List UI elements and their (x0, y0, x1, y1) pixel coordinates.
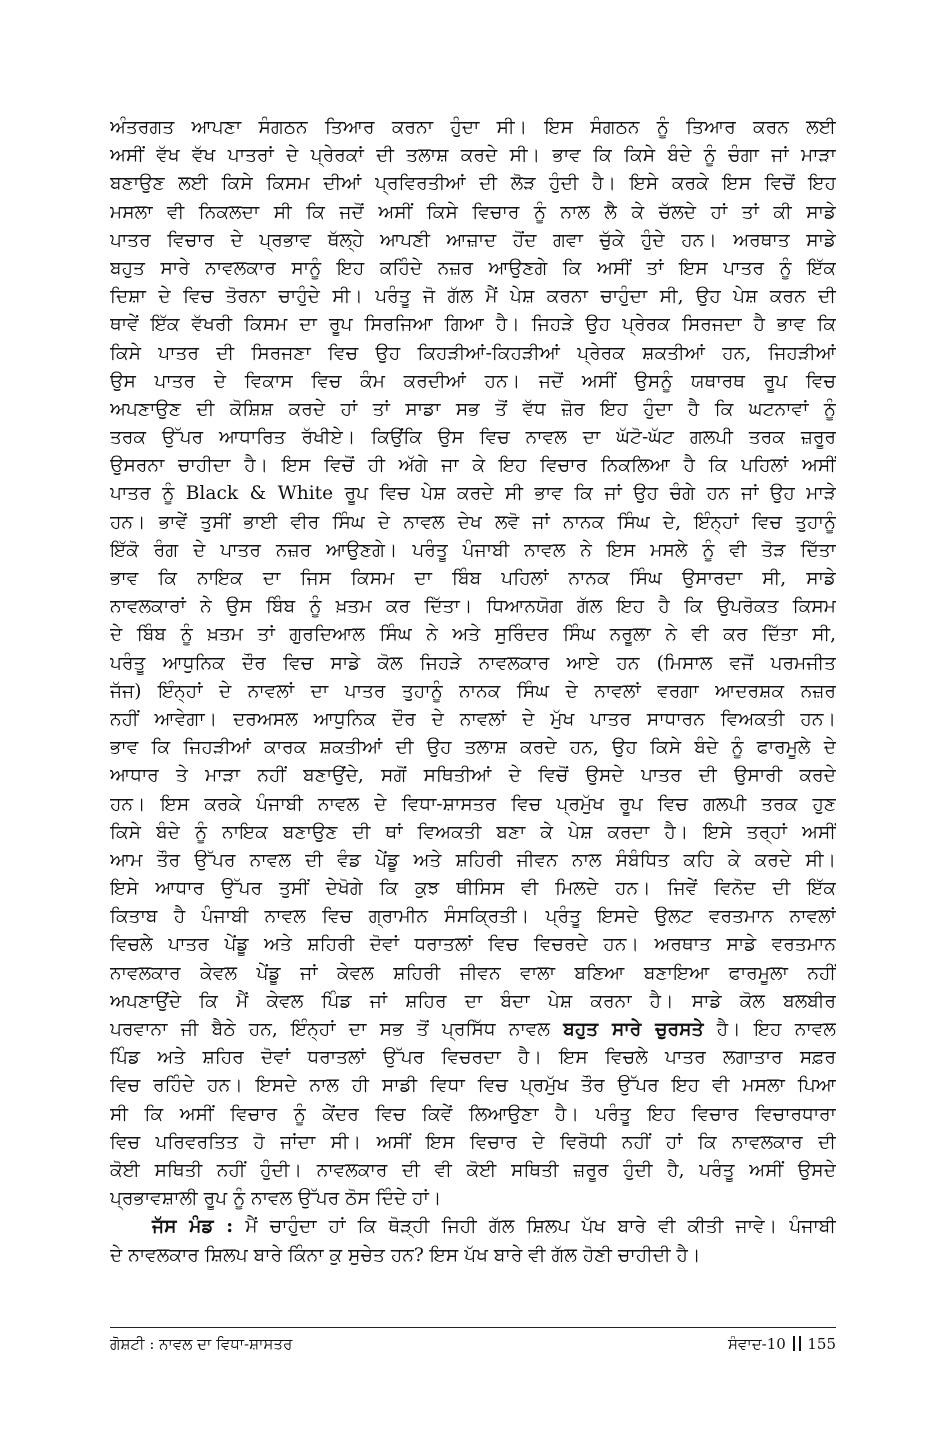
text-line: ਪ੍ਰਭਾਵਸ਼ਾਲੀ ਰੂਪ ਨੂੰ ਨਾਵਲ ਉੱਪਰ ਠੋਸ ਦਿੰਦੇ ਹਾਂ। (110, 1188, 442, 1210)
page-number: 155 (807, 1335, 836, 1353)
text-line: ਦੇ ਬਿੰਬ ਨੂੰ ਖ਼ਤਮ ਤਾਂ ਗੁਰਦਿਆਲ ਸਿੰਘ ਨੇ ਅਤੇ ਸੁਰਿੰਦਰ ਸਿੰਘ ਨਰੂਲਾ ਨੇ ਵੀ ਕਰ ਦਿੱਤਾ ਸੀ, (110, 624, 836, 646)
text-line: ਪਿੰਡ ਅਤੇ ਸ਼ਹਿਰ ਦੋਵਾਂ ਧਰਾਤਲਾਂ ਉੱਪਰ ਵਿਚਰਦਾ ਹੈ। ਇਸ ਵਿਚਲੇ ਪਾਤਰ ਲਗਾਤਾਰ ਸਫ਼ਰ (110, 1047, 836, 1069)
text-line: ਨਾਵਲਕਾਰਾਂ ਨੇ ਉਸ ਬਿੰਬ ਨੂੰ ਖ਼ਤਮ ਕਰ ਦਿੱਤਾ। ਧਿਆਨਯੋਗ ਗੱਲ ਇਹ ਹੈ ਕਿ ਉਪਰੋਕਤ ਕਿਸਮ (110, 596, 836, 618)
text-line: ਕੋਈ ਸਥਿਤੀ ਨਹੀਂ ਹੁੰਦੀ। ਨਾਵਲਕਾਰ ਦੀ ਵੀ ਕੋਈ ਸਥਿਤੀ ਜ਼ਰੂਰ ਹੁੰਦੀ ਹੈ, ਪਰੰਤੂ ਅਸੀਂ ਉਸਦੇ (110, 1159, 836, 1181)
separator-bar (799, 1336, 801, 1351)
text-line: ਪਰਵਾਨਾ ਜੀ ਬੈਠੇ ਹਨ, ਇੰਨ੍ਹਾਂ ਦਾ ਸਭ ਤੋਂ ਪ੍ਰਸਿੱਧ ਨਾਵਲ ਬਹੁਤ ਸਾਰੇ ਚੁਰਸਤੇ ਹੈ। ਇਹ ਨਾਵਲ (110, 1019, 836, 1040)
text-line: ਹਨ। ਭਾਵੇਂ ਤੁਸੀਂ ਭਾਈ ਵੀਰ ਸਿੰਘ ਦੇ ਨਾਵਲ ਦੇਖ ਲਵੋ ਜਾਂ ਨਾਨਕ ਸਿੰਘ ਦੇ, ਇੰਨ੍ਹਾਂ ਵਿਚ ਤੁਹਾਨੂੰ (110, 511, 836, 533)
text-line: ਹਨ। ਇਸ ਕਰਕੇ ਪੰਜਾਬੀ ਨਾਵਲ ਦੇ ਵਿਧਾ-ਸ਼ਾਸਤਰ ਵਿਚ ਪ੍ਰਮੁੱਖ ਰੂਪ ਵਿਚ ਗਲਪੀ ਤਰਕ ਹੁਣ (110, 793, 836, 815)
text-line: ਆਧਾਰ ਤੇ ਮਾੜਾ ਨਹੀਂ ਬਣਾਉਂਦੇ, ਸਗੋਂ ਸਥਿਤੀਆਂ ਦੇ ਵਿਚੋਂ ਉਸਦੇ ਪਾਤਰ ਦੀ ਉਸਾਰੀ ਕਰਦੇ (110, 765, 836, 787)
text-line: ਕਿਸੇ ਬੰਦੇ ਨੂੰ ਨਾਇਕ ਬਣਾਉਣ ਦੀ ਥਾਂ ਵਿਅਕਤੀ ਬਣਾ ਕੇ ਪੇਸ਼ ਕਰਦਾ ਹੈ। ਇਸੇ ਤਰ੍ਹਾਂ ਅਸੀਂ (110, 821, 836, 843)
journal-name: ਸੰਵਾਦ-10 (728, 1335, 786, 1353)
text-line: ਥਾਵੇਂ ਇੱਕ ਵੱਖਰੀ ਕਿਸਮ ਦਾ ਰੂਪ ਸਿਰਜਿਆ ਗਿਆ ਹੈ। ਜਿਹੜੇ ਉਹ ਪ੍ਰੇਰਕ ਸਿਰਜਦਾ ਹੈ ਭਾਵ ਕਿ (110, 314, 836, 336)
footer-rule (110, 1327, 836, 1328)
speaker-name: ਜੱਸ ਮੰਡ : (152, 1216, 234, 1238)
text-line: ਵਿਚ ਰਹਿੰਦੇ ਹਨ। ਇਸਦੇ ਨਾਲ ਹੀ ਸਾਡੀ ਵਿਧਾ ਵਿਚ ਪ੍ਰਮੁੱਖ ਤੌਰ ਉੱਪਰ ਇਹ ਵੀ ਮਸਲਾ ਪਿਆ (110, 1075, 836, 1097)
novel-title: ਬਹੁਤ ਸਾਰੇ ਚੁਰਸਤੇ (563, 1019, 704, 1040)
text-line: ਅੰਤਰਗਤ ਆਪਣਾ ਸੰਗਠਨ ਤਿਆਰ ਕਰਨਾ ਹੁੰਦਾ ਸੀ। ਇਸ ਸੰਗਠਨ ਨੂੰ ਤਿਆਰ ਕਰਨ ਲਈ (110, 117, 836, 138)
text-line: ਵਿਚ ਪਰਿਵਰਤਿਤ ਹੋ ਜਾਂਦਾ ਸੀ। ਅਸੀਂ ਇਸ ਵਿਚਾਰ ਦੇ ਵਿਰੋਧੀ ਨਹੀਂ ਹਾਂ ਕਿ ਨਾਵਲਕਾਰ ਦੀ (110, 1131, 836, 1153)
text-line: ਦਿਸ਼ਾ ਦੇ ਵਿਚ ਤੋਰਨਾ ਚਾਹੁੰਦੇ ਸੀ। ਪਰੰਤੂ ਜੋ ਗੱਲ ਮੈਂ ਪੇਸ਼ ਕਰਨਾ ਚਾਹੁੰਦਾ ਸੀ, ਉਹ ਪੇਸ਼ ਕਰਨ ਦੀ (110, 286, 836, 308)
paragraph-main (110, 114, 836, 1016)
text-line: ਉਸ ਪਾਤਰ ਦੇ ਵਿਕਾਸ ਵਿਚ ਕੰਮ ਕਰਦੀਆਂ ਹਨ। ਜਦੋਂ ਅਸੀਂ ਉਸਨੂੰ ਯਥਾਰਥ ਰੂਪ ਵਿਚ (110, 370, 836, 392)
text-line: ਆਮ ਤੌਰ ਉੱਪਰ ਨਾਵਲ ਦੀ ਵੰਡ ਪੇਂਡੂ ਅਤੇ ਸ਼ਹਿਰੀ ਜੀਵਨ ਨਾਲ ਸੰਬੰਧਿਤ ਕਹਿ ਕੇ ਕਰਦੇ ਸੀ। (110, 849, 836, 871)
text-line: ਇੱਕੋ ਰੰਗ ਦੇ ਪਾਤਰ ਨਜ਼ਰ ਆਉਣਗੇ। ਪਰੰਤੂ ਪੰਜਾਬੀ ਨਾਵਲ ਨੇ ਇਸ ਮਸਲੇ ਨੂੰ ਵੀ ਤੋੜ ਦਿੱਤਾ (110, 539, 836, 561)
text-line: ਕਿਤਾਬ ਹੈ ਪੰਜਾਬੀ ਨਾਵਲ ਵਿਚ ਗ੍ਰਾਮੀਨ ਸੰਸਕ੍ਰਿਤੀ। ਪ੍ਰੰਤੂ ਇਸਦੇ ਉਲਟ ਵਰਤਮਾਨ ਨਾਵਲਾਂ (110, 906, 836, 928)
text-line: ਭਾਵ ਕਿ ਜਿਹੜੀਆਂ ਕਾਰਕ ਸ਼ਕਤੀਆਂ ਦੀ ਉਹ ਤਲਾਸ਼ ਕਰਦੇ ਹਨ, ਉਹ ਕਿਸੇ ਬੰਦੇ ਨੂੰ ਫਾਰਮੂਲੇ ਦੇ (110, 737, 836, 759)
text-line: ਅਪਣਾਉਂਦੇ ਕਿ ਮੈਂ ਕੇਵਲ ਪਿੰਡ ਜਾਂ ਸ਼ਹਿਰ ਦਾ ਬੰਦਾ ਪੇਸ਼ ਕਰਨਾ ਹੈ। ਸਾਡੇ ਕੋਲ ਬਲਬੀਰ (110, 990, 836, 1012)
separator-bar (793, 1336, 795, 1351)
text-line: ਜੱਸ ਮੰਡ : ਮੈਂ ਚਾਹੁੰਦਾ ਹਾਂ ਕਿ ਥੋੜ੍ਹੀ ਜਿਹੀ ਗੱਲ ਸ਼ਿਲਪ ਪੱਖ ਬਾਰੇ ਵੀ ਕੀਤੀ ਜਾਵੇ। ਪੰਜਾਬੀ (152, 1216, 836, 1238)
text-line: ਪਾਤਰ ਨੂੰ Black & White ਰੂਪ ਵਿਚ ਪੇਸ਼ ਕਰਦੇ ਸੀ ਭਾਵ ਕਿ ਜਾਂ ਉਹ ਚੰਗੇ ਹਨ ਜਾਂ ਉਹ ਮਾੜੇ (110, 483, 836, 505)
text-line: ਕਿਸੇ ਪਾਤਰ ਦੀ ਸਿਰਜਣਾ ਵਿਚ ਉਹ ਕਿਹੜੀਆਂ-ਕਿਹੜੀਆਂ ਪ੍ਰੇਰਕ ਸ਼ਕਤੀਆਂ ਹਨ, ਜਿਹੜੀਆਂ (110, 342, 836, 364)
paragraph-bold-line (110, 1016, 836, 1044)
paragraph-continued (110, 1044, 836, 1213)
text-line: ਤਰਕ ਉੱਪਰ ਆਧਾਰਿਤ ਰੱਖੀਏ। ਕਿਉਂਕਿ ਉਸ ਵਿਚ ਨਾਵਲ ਦਾ ਘੱਟੋ-ਘੱਟ ਗਲਪੀ ਤਰਕ ਜ਼ਰੂਰ (110, 427, 836, 449)
text-line: ਪਰੰਤੂ ਆਧੁਨਿਕ ਦੌਰ ਵਿਚ ਸਾਡੇ ਕੋਲ ਜਿਹੜੇ ਨਾਵਲਕਾਰ ਆਏ ਹਨ (ਮਿਸਾਲ ਵਜੋਂ ਪਰਮਜੀਤ (110, 652, 836, 674)
footer-section-title: ਗੋਸ਼ਟੀ : ਨਾਵਲ ਦਾ ਵਿਧਾ-ਸ਼ਾਸਤਰ (110, 1335, 293, 1353)
text-line: ਬਹੁਤ ਸਾਰੇ ਨਾਵਲਕਾਰ ਸਾਨੂੰ ਇਹ ਕਹਿੰਦੇ ਨਜ਼ਰ ਆਉਣਗੇ ਕਿ ਅਸੀਂ ਤਾਂ ਇਸ ਪਾਤਰ ਨੂੰ ਇੱਕ (110, 257, 836, 279)
paragraph-speaker (110, 1213, 836, 1269)
page-body (110, 114, 836, 1270)
text-line: ਉਸਰਨਾ ਚਾਹੀਦਾ ਹੈ। ਇਸ ਵਿਚੋਂ ਹੀ ਅੱਗੇ ਜਾ ਕੇ ਇਹ ਵਿਚਾਰ ਨਿਕਲਿਆ ਹੈ ਕਿ ਪਹਿਲਾਂ ਅਸੀਂ (110, 455, 836, 477)
text-line: ਭਾਵ ਕਿ ਨਾਇਕ ਦਾ ਜਿਸ ਕਿਸਮ ਦਾ ਬਿੰਬ ਪਹਿਲਾਂ ਨਾਨਕ ਸਿੰਘ ਉਸਾਰਦਾ ਸੀ, ਸਾਡੇ (110, 568, 836, 589)
footer-page-info (728, 1334, 836, 1354)
text-line: ਅਪਣਾਉਣ ਦੀ ਕੋਸ਼ਿਸ਼ ਕਰਦੇ ਹਾਂ ਤਾਂ ਸਾਡਾ ਸਭ ਤੋਂ ਵੱਧ ਜ਼ੋਰ ਇਹ ਹੁੰਦਾ ਹੈ ਕਿ ਘਟਨਾਵਾਂ ਨੂੰ (110, 398, 836, 420)
text-line: ਦੇ ਨਾਵਲਕਾਰ ਸ਼ਿਲਪ ਬਾਰੇ ਕਿੰਨਾ ਕੁ ਸੁਚੇਤ ਹਨ? ਇਸ ਪੱਖ ਬਾਰੇ ਵੀ ਗੱਲ ਹੋਣੀ ਚਾਹੀਦੀ ਹੈ। (110, 1244, 701, 1266)
text-line: ਪਾਤਰ ਵਿਚਾਰ ਦੇ ਪ੍ਰਭਾਵ ਥੱਲ੍ਹੇ ਆਪਣੀ ਆਜ਼ਾਦ ਹੋਂਦ ਗਵਾ ਚੁੱਕੇ ਹੁੰਦੇ ਹਨ। ਅਰਥਾਤ ਸਾਡੇ (110, 229, 836, 251)
text-line: ਬਣਾਉਣ ਲਈ ਕਿਸੇ ਕਿਸਮ ਦੀਆਂ ਪ੍ਰਵਿਰਤੀਆਂ ਦੀ ਲੋੜ ਹੁੰਦੀ ਹੈ। ਇਸੇ ਕਰਕੇ ਇਸ ਵਿਚੋਂ ਇਹ (110, 173, 836, 195)
text-line: ਨਾਵਲਕਾਰ ਕੇਵਲ ਪੇਂਡੂ ਜਾਂ ਕੇਵਲ ਸ਼ਹਿਰੀ ਜੀਵਨ ਵਾਲਾ ਬਣਿਆ ਬਣਾਇਆ ਫਾਰਮੂਲਾ ਨਹੀਂ (110, 962, 836, 984)
text-line: ਮਸਲਾ ਵੀ ਨਿਕਲਦਾ ਸੀ ਕਿ ਜਦੋਂ ਅਸੀਂ ਕਿਸੇ ਵਿਚਾਰ ਨੂੰ ਨਾਲ ਲੈ ਕੇ ਚੱਲਦੇ ਹਾਂ ਤਾਂ ਕੀ ਸਾਡੇ (110, 201, 836, 223)
text-line: ਨਹੀਂ ਆਵੇਗਾ। ਦਰਅਸਲ ਆਧੁਨਿਕ ਦੌਰ ਦੇ ਨਾਵਲਾਂ ਦੇ ਮੁੱਖ ਪਾਤਰ ਸਾਧਾਰਨ ਵਿਅਕਤੀ ਹਨ। (110, 708, 836, 730)
text-line: ਜੱਜ) ਇੰਨ੍ਹਾਂ ਦੇ ਨਾਵਲਾਂ ਦਾ ਪਾਤਰ ਤੁਹਾਨੂੰ ਨਾਨਕ ਸਿੰਘ ਦੇ ਨਾਵਲਾਂ ਵਰਗਾ ਆਦਰਸ਼ਕ ਨਜ਼ਰ (110, 680, 836, 702)
text-line: ਇਸੇ ਆਧਾਰ ਉੱਪਰ ਤੁਸੀਂ ਦੇਖੋਗੇ ਕਿ ਕੁਝ ਥੀਸਿਸ ਵੀ ਮਿਲਦੇ ਹਨ। ਜਿਵੇਂ ਵਿਨੋਦ ਦੀ ਇੱਕ (110, 878, 836, 900)
text-line: ਸੀ ਕਿ ਅਸੀਂ ਵਿਚਾਰ ਨੂੰ ਕੇਂਦਰ ਵਿਚ ਕਿਵੇਂ ਲਿਆਉਣਾ ਹੈ। ਪਰੰਤੂ ਇਹ ਵਿਚਾਰ ਵਿਚਾਰਧਾਰਾ (110, 1103, 836, 1125)
text-line: ਅਸੀਂ ਵੱਖ ਵੱਖ ਪਾਤਰਾਂ ਦੇ ਪ੍ਰੇਰਕਾਂ ਦੀ ਤਲਾਸ਼ ਕਰਦੇ ਸੀ। ਭਾਵ ਕਿ ਕਿਸੇ ਬੰਦੇ ਨੂੰ ਚੰਗਾ ਜਾਂ ਮਾੜਾ (110, 145, 836, 167)
text-line: ਵਿਚਲੇ ਪਾਤਰ ਪੇਂਡੂ ਅਤੇ ਸ਼ਹਿਰੀ ਦੋਵਾਂ ਧਰਾਤਲਾਂ ਵਿਚ ਵਿਚਰਦੇ ਹਨ। ਅਰਥਾਤ ਸਾਡੇ ਵਰਤਮਾਨ (110, 934, 836, 956)
